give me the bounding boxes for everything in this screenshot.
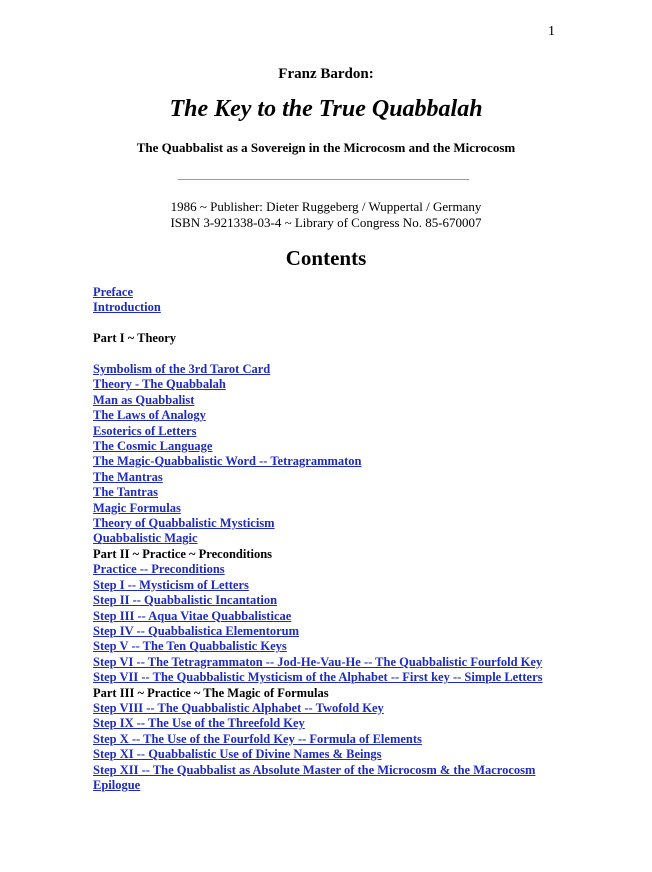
toc-link-theory-mysticism[interactable]: Theory of Quabbalistic Mysticism	[93, 516, 275, 531]
toc-link-step-10[interactable]: Step X -- The Use of the Fourfold Key -- Formula of Elements	[93, 731, 422, 746]
toc-link-laws-of-analogy[interactable]: The Laws of Analogy	[93, 408, 206, 423]
toc-link-epilogue[interactable]: Epilogue	[93, 777, 141, 792]
toc-link-step-3[interactable]: Step III -- Aqua Vitae Quabbalisticae	[93, 608, 292, 623]
toc-link-step-9[interactable]: Step IX -- The Use of the Threefold Key	[93, 716, 305, 731]
toc-link-step-7[interactable]: Step VII -- The Quabbalistic Mysticism of the Alphabet -- First key -- Simple Letters	[93, 670, 543, 685]
part-1-heading: Part I ~ Theory	[93, 331, 176, 346]
document-subtitle: The Quabbalist as a Sovereign in the Microcosm and the Microcosm	[136, 140, 516, 155]
toc-link-tantras[interactable]: The Tantras	[93, 485, 158, 500]
publication-info	[0, 199, 652, 231]
toc-link-mantras[interactable]: The Mantras	[93, 469, 163, 484]
contents-heading: Contents	[285, 246, 367, 270]
toc-link-step-8[interactable]: Step VIII -- The Quabbalistic Alphabet -- Twofold Key	[93, 700, 384, 715]
document-title: The Key to the True Quabbalah	[169, 96, 483, 122]
toc-link-cosmic-language[interactable]: The Cosmic Language	[93, 439, 213, 454]
toc-link-step-5[interactable]: Step V -- The Ten Quabbalistic Keys	[93, 639, 287, 654]
toc-link-esoterics-of-letters[interactable]: Esoterics of Letters	[93, 423, 197, 438]
toc-link-magic-formulas[interactable]: Magic Formulas	[93, 500, 181, 515]
author-name: Franz Bardon:	[278, 66, 374, 82]
toc-link-man-as-quabbalist[interactable]: Man as Quabbalist	[93, 392, 195, 407]
toc-link-step-4[interactable]: Step IV -- Quabbalistica Elementorum	[93, 623, 300, 638]
toc-link-step-6[interactable]: Step VI -- The Tetragrammaton -- Jod-He-Vau-He -- The Quabbalistic Fourfold Key	[93, 654, 543, 669]
part-2-heading: Part II ~ Practice ~ Preconditions	[93, 546, 273, 561]
toc-link-step-12[interactable]: Step XII -- The Quabbalist as Absolute Master of the Microcosm & the Macrocosm	[93, 762, 536, 777]
toc-link-theory-quabbalah[interactable]: Theory - The Quabbalah	[93, 377, 226, 392]
toc-link-preface[interactable]: Preface	[93, 285, 134, 299]
publication-line-1: 1986 ~ Publisher: Dieter Ruggeberg / Wuppertal / Germany	[170, 199, 482, 214]
toc-link-symbolism-tarot[interactable]: Symbolism of the 3rd Tarot Card	[93, 362, 271, 376]
page-number: 1	[548, 24, 555, 39]
toc-spacer	[93, 316, 563, 331]
part-3-heading: Part III ~ Practice ~ The Magic of Formulas	[93, 685, 329, 700]
toc-link-introduction[interactable]: Introduction	[93, 300, 161, 315]
table-of-contents	[93, 285, 563, 793]
publication-line-2: ISBN 3-921338-03-4 ~ Library of Congress No. 85-670007	[170, 215, 482, 230]
toc-link-step-11[interactable]: Step XI -- Quabbalistic Use of Divine Names & Beings	[93, 747, 382, 762]
toc-link-magic-quabbalistic-word[interactable]: The Magic-Quabbalistic Word -- Tetragrammaton	[93, 454, 362, 469]
toc-link-practice-preconditions[interactable]: Practice -- Preconditions	[93, 562, 225, 577]
toc-link-step-1[interactable]: Step I -- Mysticism of Letters	[93, 577, 249, 592]
horizontal-rule	[178, 179, 469, 180]
toc-link-quabbalistic-magic[interactable]: Quabbalistic Magic	[93, 531, 198, 546]
toc-spacer	[93, 347, 563, 362]
toc-link-step-2[interactable]: Step II -- Quabbalistic Incantation	[93, 593, 278, 608]
